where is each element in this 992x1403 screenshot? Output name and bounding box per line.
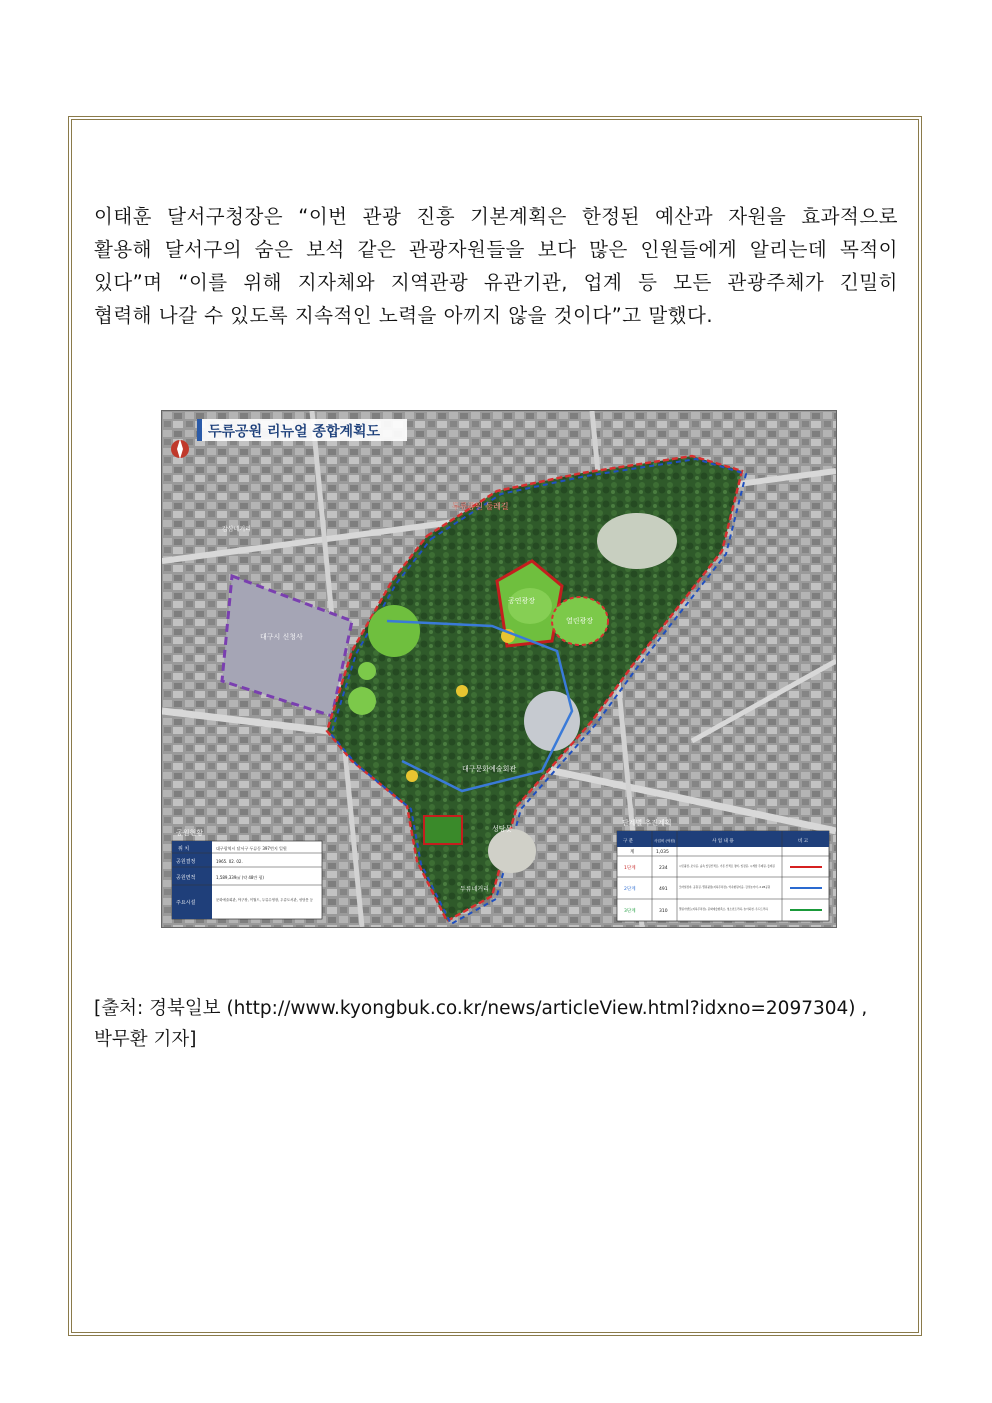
source-line: [출처: 경북일보 (http://www.kyongbuk.co.kr/news/articleView.html?idxno=2097304) , bbox=[94, 998, 868, 1019]
map-image bbox=[162, 411, 836, 927]
info-value: 1,589,339㎡ (약 48만 평) bbox=[216, 875, 264, 880]
info-key: 공원결정 bbox=[176, 859, 196, 865]
article-paragraph bbox=[94, 200, 898, 332]
plan-table-heading: 단계별 추진계획 bbox=[622, 819, 672, 827]
map-label: 대구시 신청사 bbox=[260, 633, 303, 641]
paragraph-line: 있다”며 “이를 위해 지자체와 지역관광 유관기관, 업계 등 모든 관광주체가 긴밀히 bbox=[94, 271, 898, 294]
map-label: 감삼네거리 bbox=[222, 526, 251, 533]
info-table-heading: 공원현황 bbox=[176, 829, 204, 837]
paragraph-line: 활용해 달서구의 숨은 보석 같은 관광자원들을 보다 많은 인원들에게 알리는데 목적이 bbox=[94, 238, 898, 261]
plan-cost: 310 bbox=[659, 909, 668, 914]
plan-header: 구 분 bbox=[623, 839, 634, 844]
map-label: 성당못 bbox=[492, 825, 513, 833]
plan-cost: 234 bbox=[659, 866, 668, 871]
park-info-table bbox=[172, 828, 322, 919]
plan-cost: 1,035 bbox=[656, 850, 669, 855]
plan-phase: 2단계 bbox=[624, 887, 636, 892]
map-label: 대구문화예술회관 bbox=[462, 765, 517, 773]
plan-phase: 1단계 bbox=[624, 866, 636, 871]
phase-plan-table bbox=[617, 818, 829, 921]
map-label: 열린광장 bbox=[566, 617, 594, 625]
info-value: 대구광역시 달서구 두류동 397번지 일원 bbox=[216, 846, 287, 851]
info-value: 문화예술회관, 야구장, 이월드, 두류수영장, 두류도서관, 성당못 등 bbox=[216, 898, 314, 902]
paragraph-line: 협력해 나갈 수 있도록 지속적인 노력을 아끼지 않을 것이다”고 말했다. bbox=[94, 304, 714, 327]
plan-desc: 모바일정자, 공원길, 열린광장(지하주차장), 악속향원이음, 감성놀이터, 2·28공원 bbox=[679, 886, 771, 889]
info-key: 공원면적 bbox=[176, 875, 196, 881]
map-label: 두류네거리 bbox=[460, 886, 489, 893]
info-key: 위 치 bbox=[178, 846, 190, 852]
plan-header: 사 업 내 용 bbox=[712, 839, 734, 844]
plan-phase: 3단계 bbox=[624, 909, 636, 914]
plan-header: 사업비 (억원) bbox=[654, 839, 676, 843]
source-line: 박무환 기자] bbox=[94, 1029, 197, 1050]
park-plan-map bbox=[161, 410, 837, 928]
map-label: 두류공원 둘레길 bbox=[452, 502, 509, 511]
paragraph-line: 이태훈 달서구청장은 “이번 관광 진흥 기본계획은 한정된 예산과 자원을 효과적으로 bbox=[94, 205, 898, 228]
info-value: 1965. 02. 02. bbox=[216, 859, 243, 864]
plan-desc: 시민광장, 조사공, 숲속 힐링산책로, 기존 산책로 정비, 입장문, 시계탑 주제원, 둘레길 bbox=[679, 865, 775, 868]
plan-cost: 491 bbox=[659, 887, 668, 892]
source-citation bbox=[94, 993, 898, 1055]
plan-header: 비 고 bbox=[798, 839, 809, 844]
plan-desc: 열린이벤트(지하주차장), 문화예술향촉소, 청소년트리하, 놀이하천, 우드트리하 bbox=[679, 908, 768, 911]
map-label: 공연광장 bbox=[508, 597, 536, 605]
plan-phase: 계 bbox=[630, 850, 635, 855]
map-title: 두류공원 리뉴얼 종합계획도 bbox=[208, 424, 381, 440]
info-key: 주요시설 bbox=[176, 900, 196, 906]
